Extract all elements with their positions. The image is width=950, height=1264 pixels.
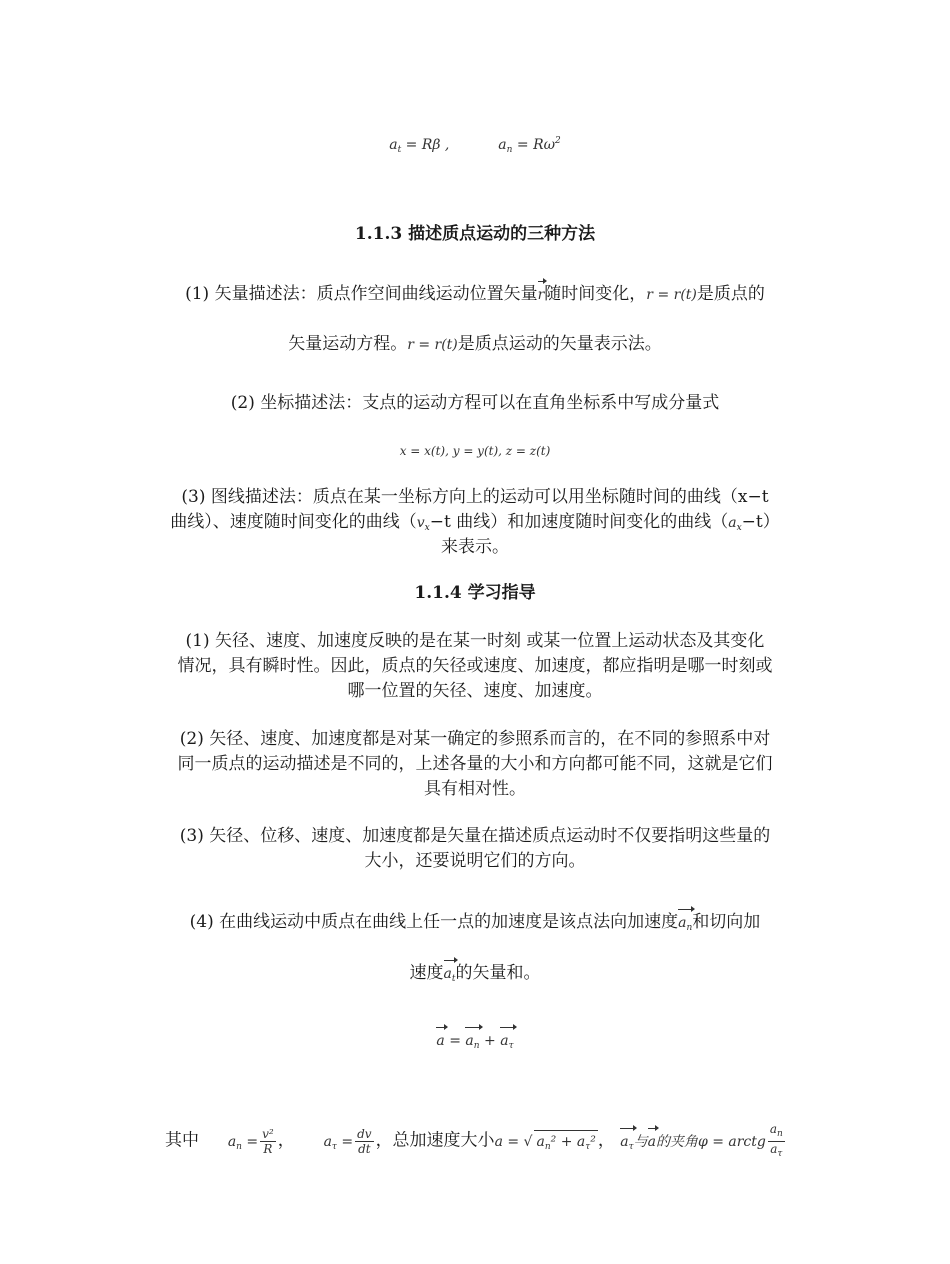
- p3-line2: 大小，还要说明它们的方向。: [364, 851, 586, 871]
- item1-text-b: 随时间变化，: [544, 284, 647, 304]
- p1-line1: (1) 矢径、速度、加速度反映的是在某一时刻 或某一位置上运动状态及其变化: [185, 631, 765, 651]
- item1-text-c: 是质点的: [696, 284, 765, 304]
- p2-line1: (2) 矢径、速度、加速度都是对某一确定的参照系而言的，在不同的参照系中对: [179, 729, 771, 749]
- item3-line3: 来表示。: [441, 537, 509, 557]
- item1-line1: [0, 283, 950, 306]
- acceleration-subscript: x: [736, 523, 742, 533]
- angle-definition: $a_\tau$与a的夹角φ = arctg $\frac{a_n}{a_\tau}$: [620, 1122, 783, 1159]
- p2-line3: 具有相对性。: [424, 779, 526, 799]
- vector-equation-r-t: r = r(t): [646, 287, 697, 303]
- vector-a: a: [436, 1030, 444, 1052]
- p4-text-b: 和切向加: [692, 912, 761, 932]
- formula-tangential-normal: [0, 130, 950, 161]
- bottom-formula-line: [165, 1122, 805, 1161]
- item2-text: (2) 坐标描述法：支点的运动方程可以在直角坐标系中写成分量式: [230, 393, 720, 413]
- an-rhs: = Rω: [512, 137, 556, 153]
- item3-line1: (3) 图线描述法：质点在某一坐标方向上的运动可以用坐标随时间的曲线（x−t: [181, 487, 769, 507]
- velocity-symbol: v: [416, 515, 425, 531]
- vector-at: $a_t$: [444, 963, 456, 990]
- at-symbol: a: [389, 137, 398, 153]
- item3-text-a: 曲线）、速度随时间变化的曲线（: [170, 512, 417, 532]
- bottom-total-text: ，总加速度大小: [375, 1130, 495, 1151]
- vector-at-sum: $a_\tau$: [500, 1030, 513, 1057]
- p4-line2: [0, 962, 950, 990]
- bottom-sep-1: ，: [277, 1130, 295, 1151]
- bottom-sep-2: ，: [597, 1130, 615, 1151]
- acceleration-symbol: a: [728, 515, 737, 531]
- p3-line1: (3) 矢径、位移、速度、加速度都是矢量在描述质点运动时不仅要指明这些量的: [179, 826, 771, 846]
- section-heading-114: 1.1.4 学习指导: [414, 583, 536, 603]
- p4-text-a: (4) 在曲线运动中质点在曲线上任一点的加速度是该点法向加速度: [189, 912, 679, 932]
- item3-text-b: −t 曲线）和加速度随时间变化的曲线（: [429, 512, 729, 532]
- p1-line3: 哪一位置的矢径、速度、加速度。: [347, 681, 603, 701]
- item1-text-a: (1) 矢量描述法：质点作空间曲线运动位置矢量: [185, 284, 538, 304]
- vector-an: $a_n$: [678, 912, 692, 939]
- p1-line2: 情况，具有瞬时性。因此，质点的矢径或速度、加速度，都应指明是哪一时刻或: [177, 656, 773, 676]
- an-symbol: a: [498, 137, 507, 153]
- section-heading-113: 1.1.3 描述质点运动的三种方法: [354, 224, 596, 244]
- p4-line2-text-b: 的矢量和。: [455, 963, 541, 983]
- vector-r: r: [538, 284, 545, 306]
- bottom-prefix: 其中: [165, 1130, 199, 1151]
- p4-line2-text-a: 速度: [409, 963, 444, 983]
- coordinate-equations: x = x(t), y = y(t), z = z(t): [399, 444, 551, 458]
- item1-line2: [0, 333, 950, 356]
- at-definition: $a_\tau$ = $\frac{dv}{dt}$: [323, 1127, 372, 1156]
- at-rhs: = Rβ: [401, 137, 441, 153]
- p2-line2: 同一质点的运动描述是不同的，上述各量的大小和方向都可能不同，这就是它们: [177, 754, 773, 774]
- item3-text-c: −t）: [741, 512, 780, 532]
- vector-sum-formula: $a = a_n + a_\tau$: [0, 1030, 950, 1057]
- item1-line2-text-a: 矢量运动方程。: [288, 334, 408, 354]
- vector-an-sum: $a_n$: [465, 1030, 479, 1057]
- item1-line2-text-b: 是质点运动的矢量表示法。: [457, 334, 662, 354]
- formula-comma: ,: [444, 137, 450, 153]
- total-acceleration-magnitude: a = √ $a_n^2 + a_\tau^2$: [495, 1134, 598, 1150]
- vector-equation-r-t-2: r = r(t): [407, 337, 458, 353]
- an-subscript: n: [506, 145, 513, 155]
- an-definition: $a_n$ = $\frac{\text{v²}}{R}$: [227, 1127, 274, 1156]
- velocity-subscript: x: [424, 523, 430, 533]
- p4-line1: [0, 911, 950, 939]
- item3-line2: [0, 511, 950, 539]
- an-superscript: 2: [555, 136, 561, 146]
- at-subscript: t: [397, 145, 402, 155]
